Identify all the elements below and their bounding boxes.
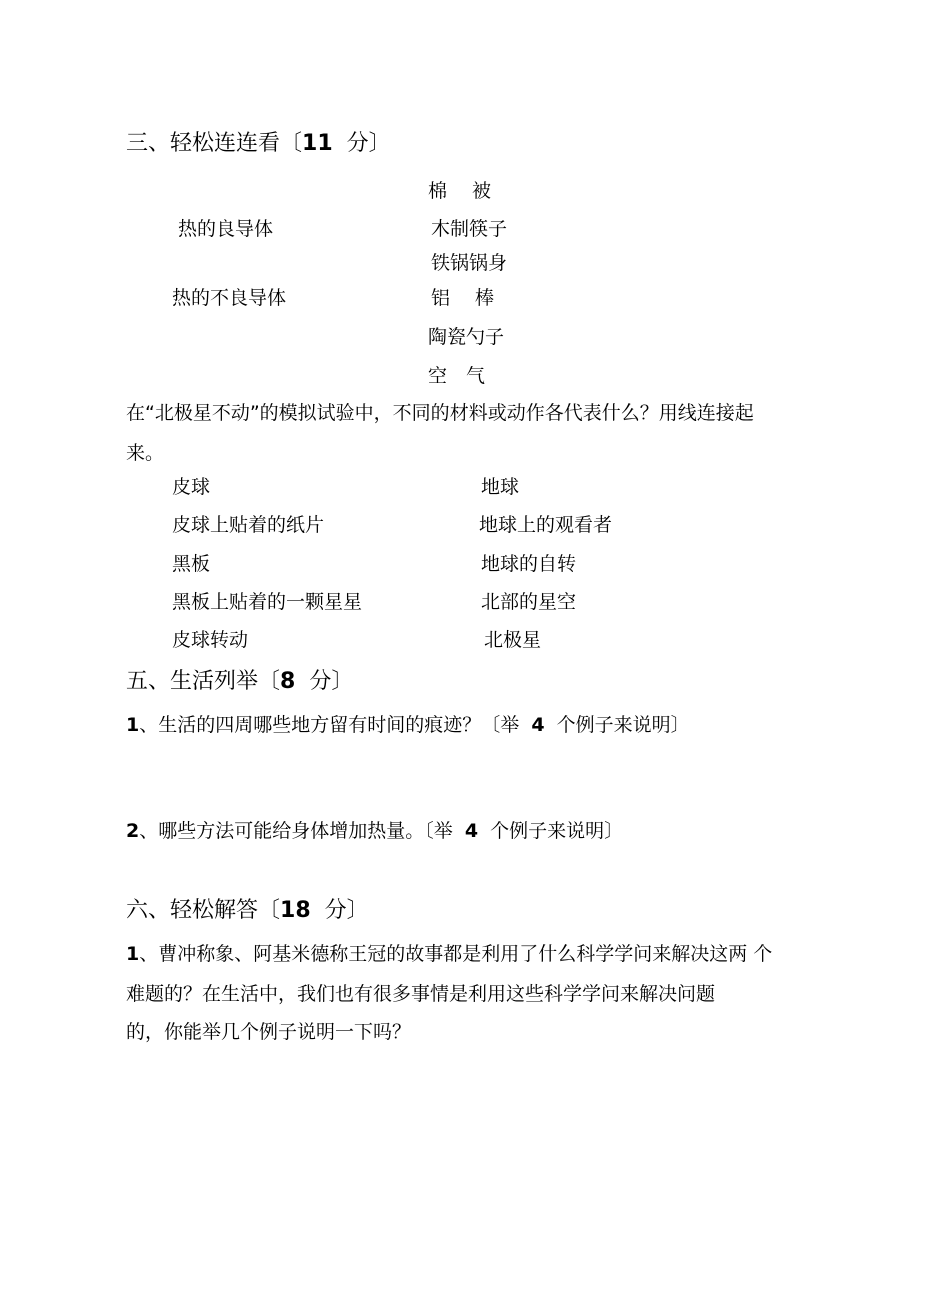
section-6-question-1-line-2: 难题的？在生活中，我们也有很多事情是利用这些科学学问来解决问题	[126, 983, 716, 1005]
example-count: 4	[464, 820, 479, 842]
question-text: 、生活的四周哪些地方留有时间的痕迹？〔举	[139, 714, 520, 736]
match-left-item: 皮球上贴着的纸片	[172, 514, 325, 536]
section-6-heading	[126, 900, 369, 922]
section-3-score: 11	[302, 131, 333, 156]
section-6-title: 六、轻松解答〔	[126, 898, 281, 923]
section-5-unit: 分〕	[309, 669, 354, 694]
match-right-item: 北部的星空	[481, 591, 577, 613]
section-6-score: 18	[280, 898, 311, 923]
question-number: 1	[126, 714, 140, 736]
section-5-question-1	[126, 716, 690, 735]
question-tail: 个例子来说明〕	[490, 820, 624, 842]
section-3-unit: 分〕	[346, 131, 391, 156]
section-6-question-1-line-3: 的，你能举几个例子说明一下吗？	[126, 1021, 412, 1043]
question-number: 2	[126, 820, 140, 842]
match-right-item: 棉 被	[428, 180, 492, 202]
polaris-question-line-1: 在“北极星不动”的模拟试验中，不同的材料或动作各代表什么？用线连接起	[126, 402, 754, 424]
section-3-heading	[126, 133, 391, 155]
example-count: 4	[531, 714, 545, 736]
match-right-item: 地球	[481, 476, 520, 498]
match-left-item: 皮球转动	[172, 629, 249, 651]
polaris-question-line-2: 来。	[126, 442, 165, 464]
question-text: 、曹冲称象、阿基米德称王冠的故事都是利用了什么科学学问来解决这两 个	[139, 943, 773, 965]
match-right-item: 铁锅锅身	[431, 252, 508, 274]
match-right-item: 北极星	[484, 629, 542, 651]
section-3-title: 三、轻松连连看〔	[126, 131, 303, 156]
section-5-heading	[126, 671, 353, 693]
question-number: 1	[126, 943, 140, 965]
match-left-item: 皮球	[172, 476, 211, 498]
section-5-title: 五、生活列举〔	[126, 669, 281, 694]
match-right-item: 木制筷子	[431, 218, 508, 240]
match-left-item: 黑板	[172, 553, 211, 575]
match-right-item: 地球上的观看者	[479, 514, 613, 536]
section-5-score: 8	[280, 669, 296, 694]
question-tail: 个例子来说明〕	[556, 714, 690, 736]
match-right-item: 空 气	[428, 365, 486, 387]
match-right-item: 地球的自转	[481, 553, 577, 575]
question-text: 、哪些方法可能给身体增加热量。〔举	[139, 820, 453, 842]
match-right-item: 陶瓷勺子	[428, 326, 505, 348]
match-left-item: 黑板上贴着的一颗星星	[172, 591, 363, 613]
match-right-item: 铝 棒	[431, 287, 495, 309]
section-6-question-1-line-1	[126, 945, 772, 964]
section-5-question-2	[126, 822, 623, 841]
match-left-item: 热的良导体	[178, 218, 274, 240]
match-left-item: 热的不良导体	[172, 287, 287, 309]
section-6-unit: 分〕	[324, 898, 369, 923]
